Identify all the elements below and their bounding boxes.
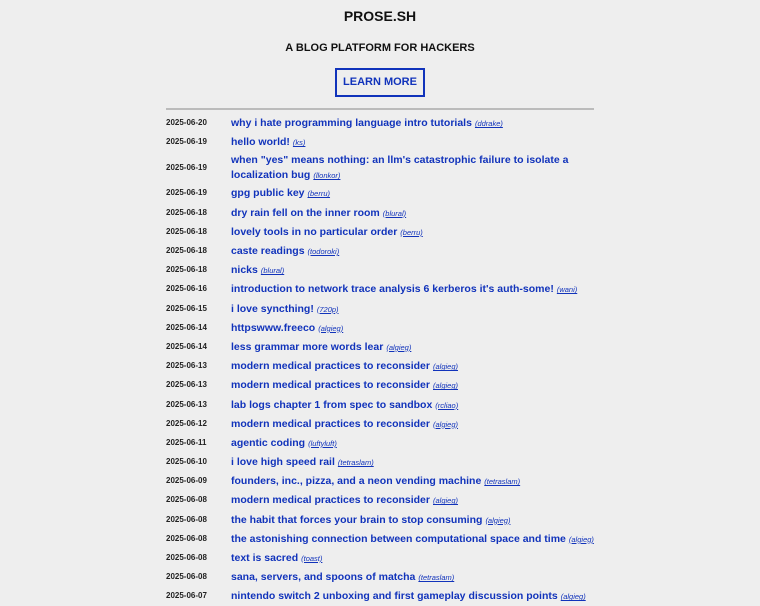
post-author-link[interactable]: (todoroki) (307, 247, 340, 257)
post-row (166, 529, 594, 548)
post-author-link[interactable]: (wani) (556, 285, 578, 295)
post-date: 2025-06-16 (166, 284, 207, 294)
post-title-link[interactable]: modern medical practices to reconsider (231, 417, 430, 430)
post-author-link[interactable]: (tetraslam) (484, 477, 521, 487)
post-date: 2025-06-14 (166, 341, 207, 351)
post-author-link[interactable]: (algieg) (568, 534, 594, 544)
post-date: 2025-06-15 (166, 303, 207, 313)
post-entry (231, 550, 594, 565)
post-entry (231, 377, 594, 392)
post-title-link[interactable]: less grammar more words lear (231, 340, 384, 353)
post-row (166, 414, 594, 433)
post-row (166, 222, 594, 241)
post-entry (231, 281, 594, 296)
post-title-link[interactable]: sana, servers, and spoons of matcha (231, 571, 416, 584)
post-entry (231, 301, 594, 316)
post-title-link[interactable]: text is sacred (231, 552, 299, 565)
post-date: 2025-06-19 (166, 162, 207, 172)
post-entry (231, 454, 594, 469)
post-entry (231, 358, 594, 373)
post-entry (231, 205, 594, 220)
post-date: 2025-06-08 (166, 553, 207, 563)
post-title-link[interactable]: the habit that forces your brain to stop consuming (231, 513, 483, 526)
post-author-link[interactable]: (berru) (400, 227, 423, 237)
post-author-link[interactable]: (algieg) (433, 362, 459, 372)
post-date: 2025-06-13 (166, 361, 207, 371)
post-date: 2025-06-09 (166, 476, 207, 486)
post-entry (231, 531, 594, 546)
post-author-link[interactable]: (berru) (307, 189, 331, 199)
post-row (166, 510, 594, 529)
site-title[interactable]: PROSE.SH (343, 8, 417, 24)
post-entry (231, 320, 594, 335)
post-title-link[interactable]: agentic coding (231, 436, 306, 449)
post-date: 2025-06-13 (166, 399, 207, 409)
post-row (166, 183, 594, 202)
post-author-link[interactable]: (720p) (316, 304, 339, 314)
post-title-link[interactable]: why i hate programming language intro tutorials (231, 117, 472, 130)
post-row (166, 567, 594, 586)
site-header (0, 0, 760, 97)
post-entry (231, 224, 594, 239)
post-date: 2025-06-12 (166, 418, 207, 428)
post-title-link[interactable]: the astonishing connection between computational space and time (231, 532, 566, 545)
post-row (166, 241, 594, 260)
post-entry (231, 243, 594, 258)
post-title-link[interactable]: i love syncthing! (231, 302, 314, 315)
post-author-link[interactable]: (algieg) (433, 419, 459, 429)
post-title-link[interactable]: dry rain fell on the inner room (231, 206, 380, 219)
post-entry (231, 339, 594, 354)
post-entry (231, 185, 594, 200)
post-title-link[interactable]: modern medical practices to reconsider (231, 379, 430, 392)
post-author-link[interactable]: (algieg) (318, 323, 344, 333)
post-title-link[interactable]: i love high speed rail (231, 456, 335, 469)
post-entry (231, 416, 594, 431)
post-title-link[interactable]: lab logs chapter 1 from spec to sandbox (231, 398, 433, 411)
post-author-link[interactable]: (algieg) (433, 381, 459, 391)
post-row (166, 394, 594, 413)
post-entry (231, 115, 594, 130)
post-date: 2025-06-13 (166, 380, 207, 390)
post-author-link[interactable]: (ks) (292, 138, 306, 148)
post-entry (231, 152, 594, 182)
post-row (166, 151, 594, 183)
post-entry (231, 262, 594, 277)
post-date: 2025-06-14 (166, 322, 207, 332)
post-row (166, 471, 594, 490)
post-author-link[interactable]: (rcliao) (435, 400, 459, 410)
post-entry (231, 397, 594, 412)
post-date: 2025-06-08 (166, 533, 207, 543)
post-author-link[interactable]: (toast) (301, 554, 323, 564)
post-row (166, 452, 594, 471)
post-row (166, 586, 594, 605)
post-date: 2025-06-19 (166, 188, 207, 198)
post-author-link[interactable]: (llonkor) (313, 171, 341, 181)
site-tagline: A BLOG PLATFORM FOR HACKERS (285, 42, 475, 54)
post-entry (231, 492, 594, 507)
post-title-link[interactable]: modern medical practices to reconsider (231, 360, 430, 373)
post-author-link[interactable]: (blural) (382, 208, 407, 218)
post-date: 2025-06-19 (166, 137, 207, 147)
post-row (166, 279, 594, 298)
post-row (166, 375, 594, 394)
post-entry (231, 569, 594, 584)
post-author-link[interactable]: (algieg) (560, 592, 586, 602)
post-title-link[interactable]: modern medical practices to reconsider (231, 494, 430, 507)
post-author-link[interactable]: (tetraslam) (418, 573, 455, 583)
post-author-link[interactable]: (algieg) (433, 496, 459, 506)
post-title-link[interactable]: gpg public key (231, 187, 305, 200)
post-entry (231, 512, 594, 527)
post-date: 2025-06-11 (166, 437, 207, 447)
post-date: 2025-06-08 (166, 572, 207, 582)
learn-more-button[interactable]: LEARN MORE (335, 68, 425, 97)
post-row (166, 356, 594, 375)
post-author-link[interactable]: (blural) (260, 266, 285, 276)
post-title-link[interactable]: hello world! (231, 136, 290, 149)
post-author-link[interactable]: (luftyluft) (308, 438, 337, 448)
post-author-link[interactable]: (algieg) (386, 342, 412, 352)
post-row (166, 113, 594, 132)
post-entry (231, 134, 594, 149)
post-author-link[interactable]: (algieg) (485, 515, 511, 525)
post-title-link[interactable]: nicks (231, 264, 258, 277)
post-date: 2025-06-18 (166, 207, 207, 217)
post-row (166, 490, 594, 509)
post-entry (231, 435, 594, 450)
post-entry (231, 473, 594, 488)
post-date: 2025-06-10 (166, 457, 207, 467)
post-date: 2025-06-08 (166, 514, 207, 524)
post-date: 2025-06-07 (166, 591, 207, 601)
post-title-link[interactable]: nintendo switch 2 unboxing and first gameplay discussion points (231, 590, 558, 603)
post-author-link[interactable]: (ddrake) (474, 119, 503, 129)
post-title-link[interactable]: introduction to network trace analysis 6 kerberos it's auth-some! (231, 283, 554, 296)
header-divider (166, 108, 594, 110)
post-row (166, 433, 594, 452)
post-title-link[interactable]: httpswww.freeco (231, 321, 316, 334)
post-title-link[interactable]: lovely tools in no particular order (231, 225, 398, 238)
post-row (166, 337, 594, 356)
post-date: 2025-06-08 (166, 495, 207, 505)
post-date: 2025-06-20 (166, 118, 207, 128)
post-row (166, 299, 594, 318)
post-date: 2025-06-18 (166, 226, 207, 236)
post-title-link[interactable]: founders, inc., pizza, and a neon vending machine (231, 475, 482, 488)
post-title-link[interactable]: caste readings (231, 245, 305, 258)
post-author-link[interactable]: (tetraslam) (337, 458, 374, 468)
post-row (166, 260, 594, 279)
post-list (166, 113, 594, 606)
post-row (166, 548, 594, 567)
post-row (166, 203, 594, 222)
post-row (166, 318, 594, 337)
post-entry (231, 588, 594, 603)
post-title-link[interactable]: when "yes" means nothing: an llm's catastrophic failure to isolate a localization bug (231, 154, 569, 182)
post-date: 2025-06-18 (166, 246, 207, 256)
post-date: 2025-06-18 (166, 265, 207, 275)
post-row (166, 132, 594, 151)
